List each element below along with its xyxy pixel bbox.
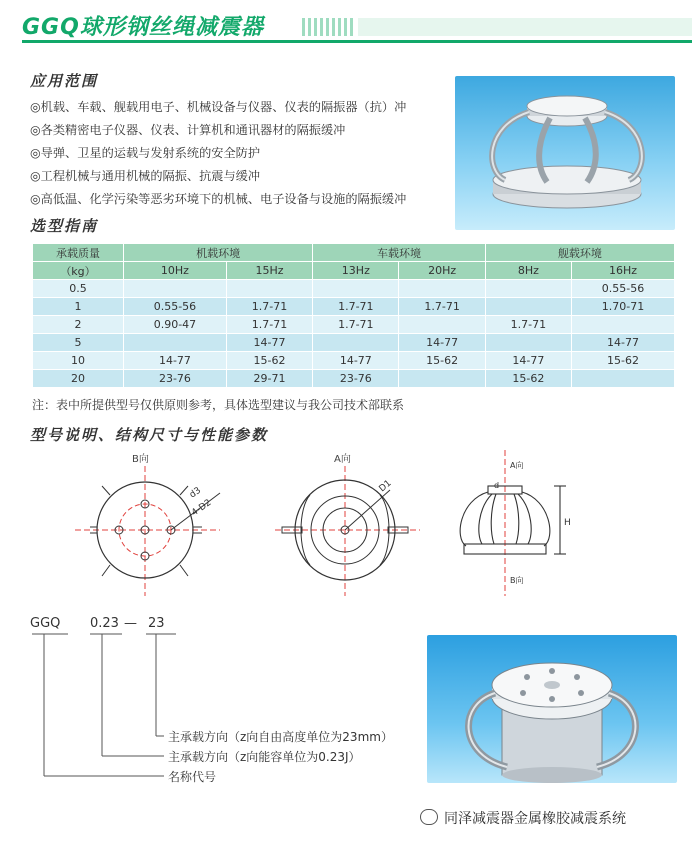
code-desc-energy: 主承载方向（z向能容单位为0.23J） — [168, 750, 361, 764]
table-cell: 1.7-71 — [226, 316, 312, 334]
code-part-height: 23 — [148, 616, 165, 631]
freq-header: 8Hz — [485, 262, 571, 280]
dim-d3: d3 — [187, 485, 204, 501]
selection-note: 注：表中所提供型号仅供原则参考，具体选型建议与我公司技术部联系 — [32, 398, 405, 412]
table-cell: 15-62 — [485, 370, 571, 388]
table-cell: 15-62 — [572, 352, 675, 370]
table-cell — [313, 334, 399, 352]
table-cell: 23-76 — [313, 370, 399, 388]
table-cell: 2 — [33, 316, 124, 334]
table-cell: 0.90-47 — [124, 316, 227, 334]
freq-header: 15Hz — [226, 262, 312, 280]
application-item: ◎高低温、化学污染等恶劣环境下的机械、电子设备与设施的隔振缓冲 — [30, 192, 407, 206]
table-cell: 0.55-56 — [572, 280, 675, 298]
wechat-icon — [420, 809, 438, 825]
view-a-label: A向 — [334, 454, 351, 465]
table-cell — [226, 280, 312, 298]
table-cell: 29-71 — [226, 370, 312, 388]
table-cell: 14-77 — [226, 334, 312, 352]
header-stripes — [302, 16, 692, 38]
dim-h: H — [564, 518, 571, 528]
code-part-energy: 0.23 — [90, 616, 119, 631]
table-cell: 1.7-71 — [485, 316, 571, 334]
table-row — [33, 280, 675, 298]
table-cell — [572, 370, 675, 388]
dim-4d2: 4-D2 — [189, 497, 214, 519]
code-separator: — — [124, 616, 137, 631]
table-row — [33, 298, 675, 316]
isolator-closeup-illustration — [427, 635, 677, 783]
table-cell — [313, 280, 399, 298]
table-row — [33, 316, 675, 334]
table-cell: 0.5 — [33, 280, 124, 298]
selection-heading: 选型指南 — [30, 217, 99, 235]
table-row — [33, 370, 675, 388]
table-cell: 20 — [33, 370, 124, 388]
table-cell — [572, 316, 675, 334]
header-load-1: 承载质量 — [33, 244, 124, 262]
source-watermark — [420, 808, 626, 828]
code-desc-name: 名称代号 — [168, 770, 217, 784]
table-cell — [485, 298, 571, 316]
table-row — [33, 352, 675, 370]
page-title: GGQ球形钢丝绳减震器 — [22, 15, 264, 40]
dim-d: d — [494, 481, 500, 490]
table-cell — [399, 370, 485, 388]
table-cell — [485, 334, 571, 352]
table-cell: 1.7-71 — [399, 298, 485, 316]
table-cell: 1.7-71 — [313, 298, 399, 316]
diagram-side-view — [450, 448, 590, 598]
table-cell: 1.7-71 — [313, 316, 399, 334]
table-row — [33, 334, 675, 352]
table-header-row — [33, 244, 675, 262]
table-cell: 14-77 — [399, 334, 485, 352]
code-callout-lines — [30, 632, 180, 782]
header-load-2: （kg） — [33, 262, 124, 280]
watermark-text: 同泽减震器金属橡胶减震系统 — [444, 811, 626, 827]
product-photo-bottom — [427, 635, 677, 783]
freq-header: 13Hz — [313, 262, 399, 280]
freq-header: 20Hz — [399, 262, 485, 280]
table-cell: 23-76 — [124, 370, 227, 388]
application-item: ◎机载、车载、舰载用电子、机械设备与仪器、仪表的隔振器（抗）冲 — [30, 100, 407, 114]
table-cell: 15-62 — [226, 352, 312, 370]
group-header: 车载环境 — [313, 244, 486, 262]
table-cell: 1.7-71 — [226, 298, 312, 316]
table-cell: 10 — [33, 352, 124, 370]
table-cell — [124, 280, 227, 298]
application-item: ◎工程机械与通用机械的隔振、抗震与缓冲 — [30, 169, 261, 183]
group-header: 舰载环境 — [485, 244, 674, 262]
title-divider — [22, 40, 692, 43]
selection-table — [32, 243, 675, 388]
code-desc-height: 主承载方向（z向自由高度单位为23mm） — [168, 730, 393, 744]
code-part-name: GGQ — [30, 616, 61, 631]
dim-a-direction: A向 — [510, 461, 524, 470]
isolator-illustration — [455, 76, 675, 230]
diagram-b-view — [70, 448, 230, 598]
table-cell: 15-62 — [399, 352, 485, 370]
freq-header: 10Hz — [124, 262, 227, 280]
structure-heading: 型号说明、结构尺寸与性能参数 — [30, 426, 269, 444]
dim-d1: D1 — [377, 478, 394, 495]
table-cell: 5 — [33, 334, 124, 352]
dim-b-direction: B向 — [510, 576, 524, 585]
application-item: ◎各类精密电子仪器、仪表、计算机和通讯器材的隔振缓冲 — [30, 123, 346, 137]
table-cell: 14-77 — [572, 334, 675, 352]
table-cell — [124, 334, 227, 352]
applications-list — [30, 96, 450, 211]
table-cell: 14-77 — [124, 352, 227, 370]
diagram-a-view — [270, 448, 430, 598]
product-photo-top — [455, 76, 675, 230]
table-cell: 0.55-56 — [124, 298, 227, 316]
group-header: 机载环境 — [124, 244, 313, 262]
table-cell — [399, 280, 485, 298]
view-b-label: B向 — [132, 454, 149, 465]
table-cell — [399, 316, 485, 334]
applications-heading: 应用范围 — [30, 72, 99, 90]
table-cell — [485, 280, 571, 298]
table-cell: 14-77 — [485, 352, 571, 370]
table-cell: 1 — [33, 298, 124, 316]
table-header-row — [33, 262, 675, 280]
freq-header: 16Hz — [572, 262, 675, 280]
application-item: ◎导弹、卫星的运载与发射系统的安全防护 — [30, 146, 261, 160]
table-cell: 1.70-71 — [572, 298, 675, 316]
table-cell: 14-77 — [313, 352, 399, 370]
